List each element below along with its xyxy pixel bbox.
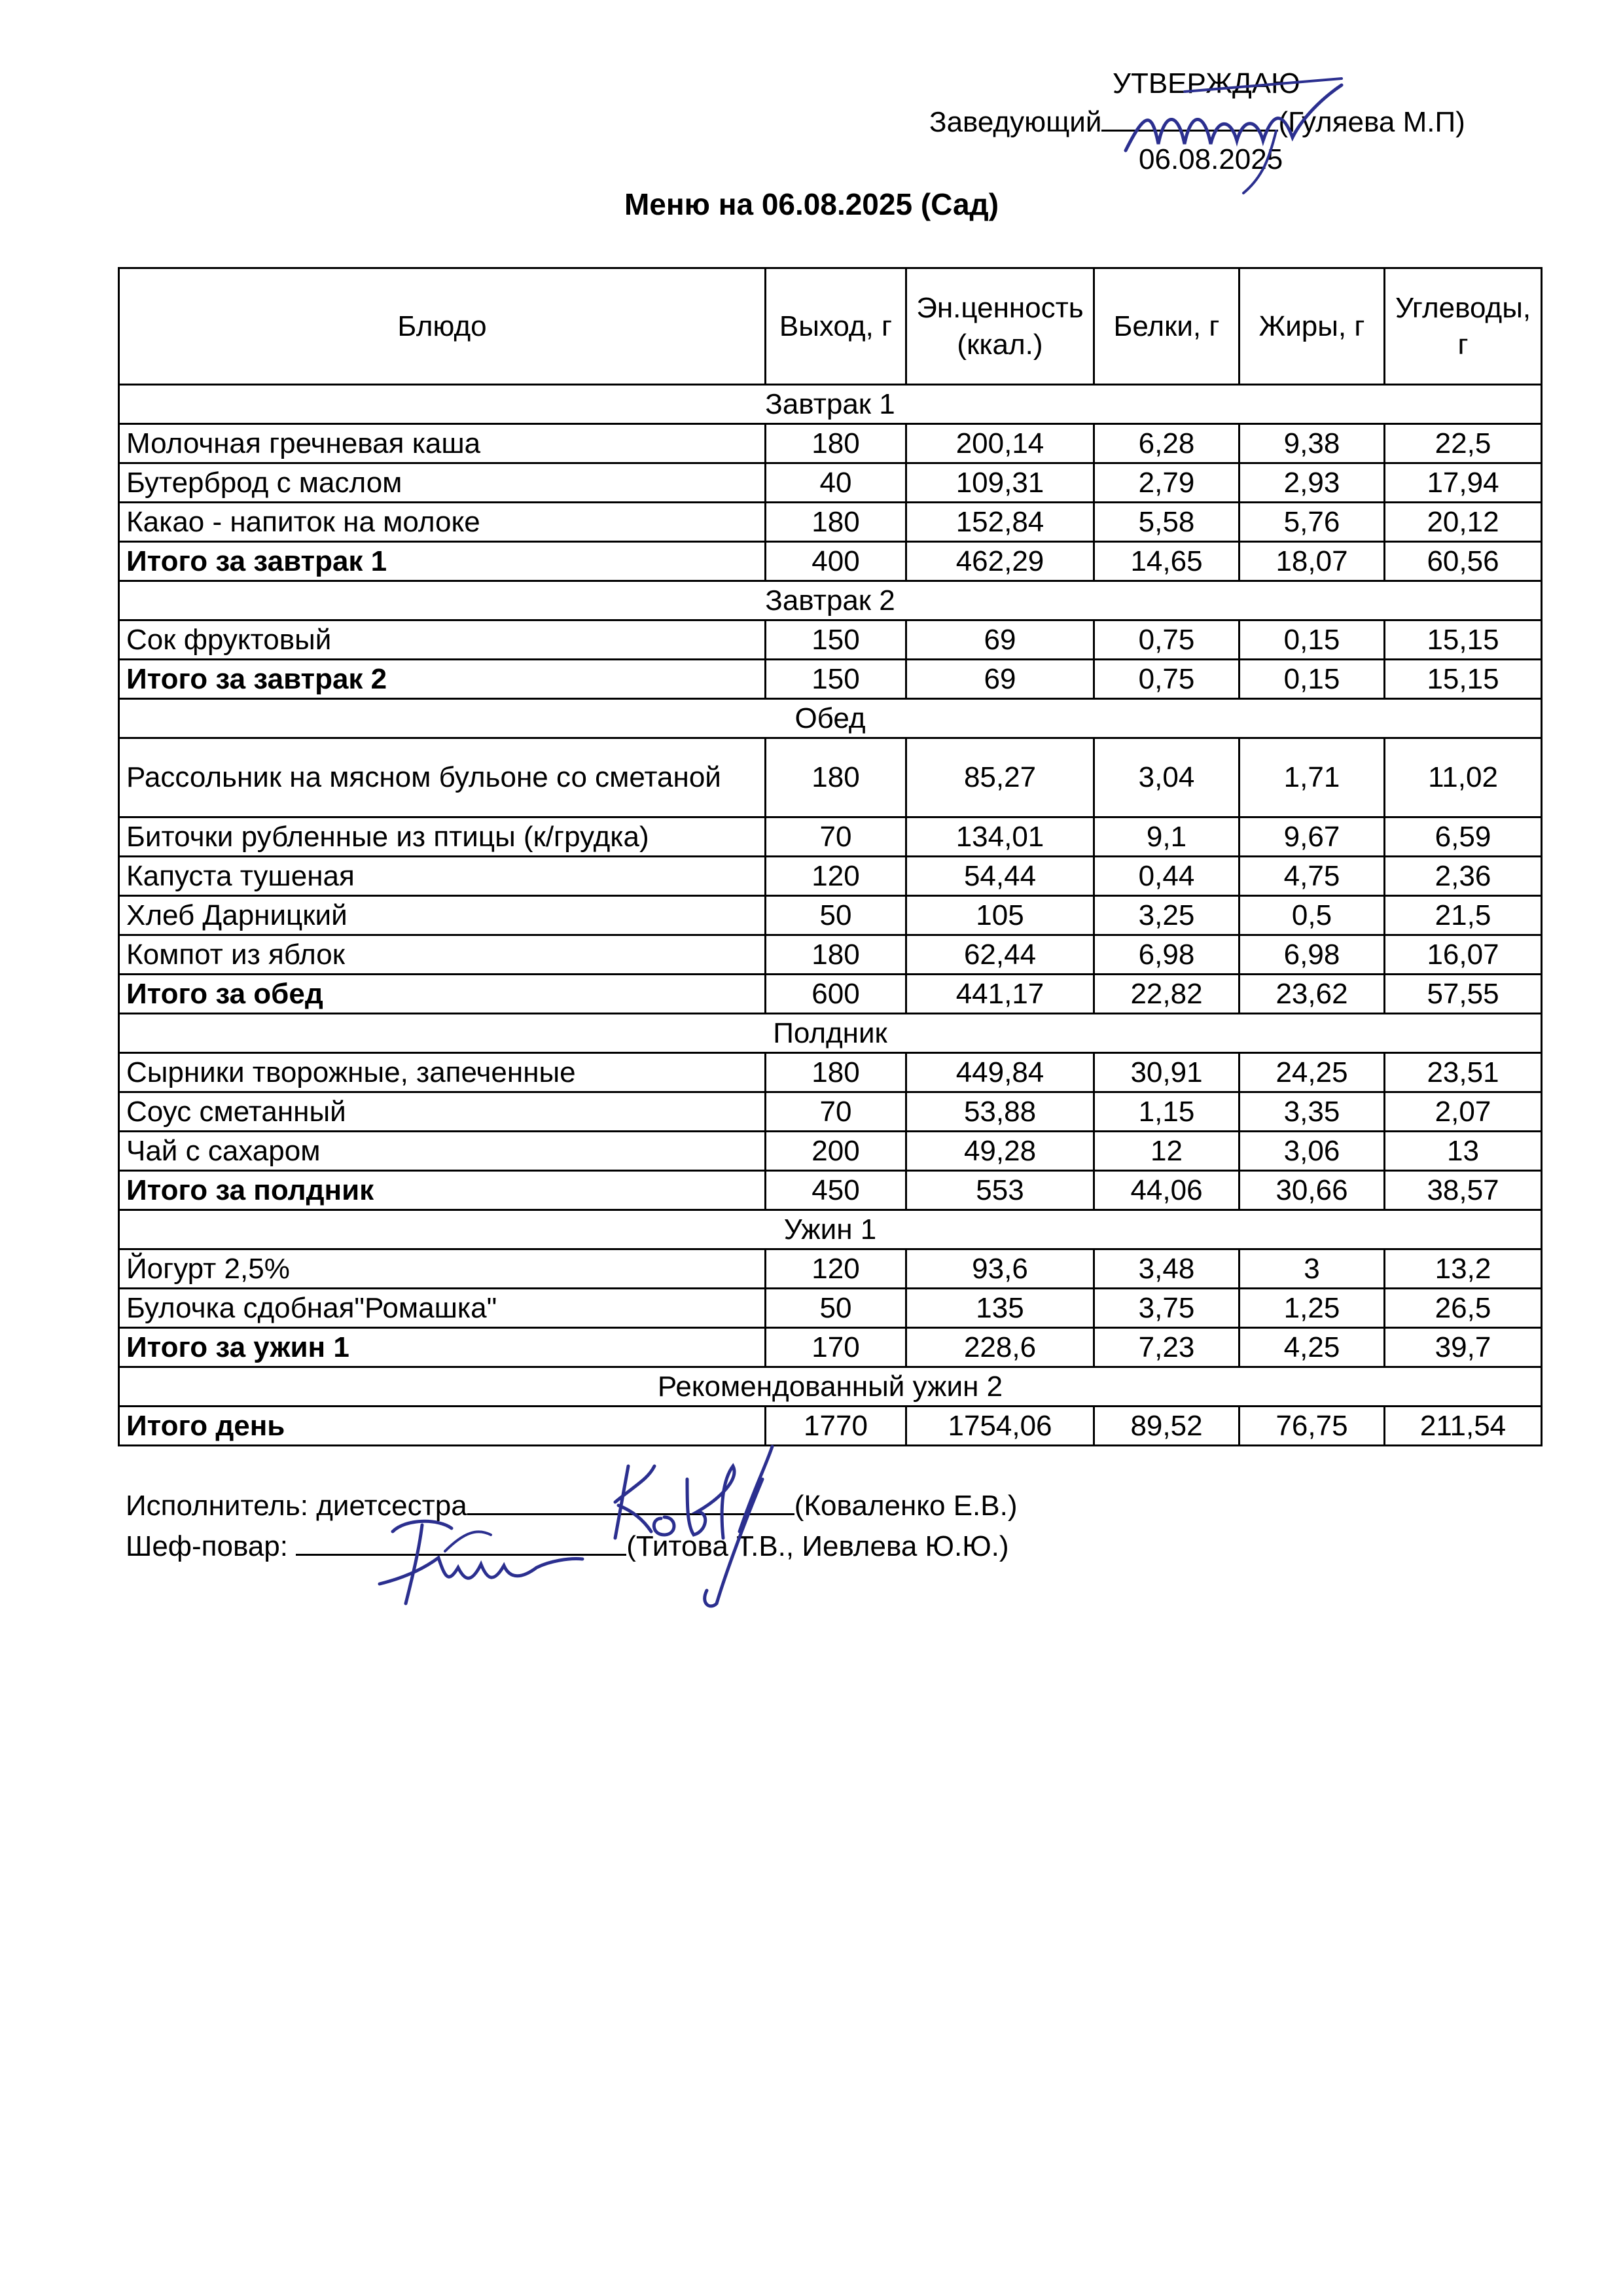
protein-cell: 3,75 <box>1094 1289 1240 1328</box>
output-cell: 600 <box>766 975 906 1014</box>
column-header-protein: Белки, г <box>1094 268 1240 385</box>
dish-name: Йогурт 2,5% <box>119 1249 766 1289</box>
carbs-cell: 15,15 <box>1385 620 1542 660</box>
output-cell: 150 <box>766 620 906 660</box>
total-label: Итого за полдник <box>119 1171 766 1210</box>
dietitian-line <box>126 1486 1018 1526</box>
energy-cell: 109,31 <box>906 463 1094 503</box>
protein-cell: 44,06 <box>1094 1171 1240 1210</box>
header-row <box>119 268 1542 385</box>
energy-cell: 49,28 <box>906 1132 1094 1171</box>
table-row <box>119 1053 1542 1092</box>
carbs-cell: 21,5 <box>1385 896 1542 935</box>
carbs-cell: 16,07 <box>1385 935 1542 975</box>
output-cell: 40 <box>766 463 906 503</box>
column-header-dish: Блюдо <box>119 268 766 385</box>
fat-cell: 3,06 <box>1240 1132 1385 1171</box>
carbs-cell: 57,55 <box>1385 975 1542 1014</box>
fat-cell: 4,75 <box>1240 857 1385 896</box>
protein-cell: 14,65 <box>1094 542 1240 581</box>
total-label: Итого за завтрак 1 <box>119 542 766 581</box>
section-title: Обед <box>119 699 1542 738</box>
dish-name: Сок фруктовый <box>119 620 766 660</box>
output-cell: 50 <box>766 1289 906 1328</box>
table-row <box>119 817 1542 857</box>
column-header-fat: Жиры, г <box>1240 268 1385 385</box>
section-row <box>119 581 1542 620</box>
fat-cell: 4,25 <box>1240 1328 1385 1367</box>
table-row <box>119 738 1542 817</box>
section-row <box>119 1014 1542 1053</box>
output-cell: 400 <box>766 542 906 581</box>
total-row <box>119 1171 1542 1210</box>
protein-cell: 0,75 <box>1094 620 1240 660</box>
energy-cell: 53,88 <box>906 1092 1094 1132</box>
fat-cell: 3 <box>1240 1249 1385 1289</box>
dish-name: Хлеб Дарницкий <box>119 896 766 935</box>
fat-cell: 0,15 <box>1240 660 1385 699</box>
fat-cell: 9,67 <box>1240 817 1385 857</box>
fat-cell: 2,93 <box>1240 463 1385 503</box>
section-title: Полдник <box>119 1014 1542 1053</box>
fat-cell: 6,98 <box>1240 935 1385 975</box>
column-header-carbs: Углеводы, г <box>1385 268 1542 385</box>
carbs-cell: 17,94 <box>1385 463 1542 503</box>
section-title: Завтрак 2 <box>119 581 1542 620</box>
energy-cell: 85,27 <box>906 738 1094 817</box>
dish-name: Бутерброд с маслом <box>119 463 766 503</box>
carbs-cell: 13 <box>1385 1132 1542 1171</box>
section-row <box>119 385 1542 424</box>
section-row <box>119 1367 1542 1407</box>
total-row <box>119 975 1542 1014</box>
protein-cell: 3,25 <box>1094 896 1240 935</box>
day-total-row <box>119 1407 1542 1446</box>
table-row <box>119 1249 1542 1289</box>
output-cell: 180 <box>766 1053 906 1092</box>
energy-cell: 462,29 <box>906 542 1094 581</box>
carbs-cell: 22,5 <box>1385 424 1542 463</box>
approval-name: (Гуляева М.П) <box>1278 106 1465 138</box>
output-cell: 1770 <box>766 1407 906 1446</box>
table-row <box>119 503 1542 542</box>
fat-cell: 30,66 <box>1240 1171 1385 1210</box>
energy-cell: 152,84 <box>906 503 1094 542</box>
protein-cell: 6,28 <box>1094 424 1240 463</box>
table-row <box>119 1092 1542 1132</box>
protein-cell: 3,04 <box>1094 738 1240 817</box>
section-row <box>119 1210 1542 1249</box>
table-row <box>119 857 1542 896</box>
output-cell: 170 <box>766 1328 906 1367</box>
energy-cell: 1754,06 <box>906 1407 1094 1446</box>
total-label: Итого за обед <box>119 975 766 1014</box>
dish-name: Соус сметанный <box>119 1092 766 1132</box>
menu-table <box>118 267 1543 1446</box>
approval-date: 06.08.2025 <box>1139 143 1283 175</box>
fat-cell: 5,76 <box>1240 503 1385 542</box>
dish-name: Чай с сахаром <box>119 1132 766 1171</box>
carbs-cell: 6,59 <box>1385 817 1542 857</box>
output-cell: 180 <box>766 738 906 817</box>
energy-cell: 135 <box>906 1289 1094 1328</box>
carbs-cell: 15,15 <box>1385 660 1542 699</box>
protein-cell: 6,98 <box>1094 935 1240 975</box>
total-row <box>119 1328 1542 1367</box>
protein-cell: 12 <box>1094 1132 1240 1171</box>
fat-cell: 0,15 <box>1240 620 1385 660</box>
table-row <box>119 620 1542 660</box>
dish-name: Рассольник на мясном бульоне со сметаной <box>119 738 766 817</box>
dish-name: Булочка сдобная"Ромашка" <box>119 1289 766 1328</box>
output-cell: 150 <box>766 660 906 699</box>
table-row <box>119 463 1542 503</box>
protein-cell: 3,48 <box>1094 1249 1240 1289</box>
protein-cell: 22,82 <box>1094 975 1240 1014</box>
fat-cell: 18,07 <box>1240 542 1385 581</box>
approval-line <box>929 103 1465 141</box>
protein-cell: 2,79 <box>1094 463 1240 503</box>
energy-cell: 69 <box>906 660 1094 699</box>
energy-cell: 228,6 <box>906 1328 1094 1367</box>
approval-heading: УТВЕРЖДАЮ <box>1113 67 1300 99</box>
chef-signature-blank <box>296 1526 626 1556</box>
section-title: Рекомендованный ужин 2 <box>119 1367 1542 1407</box>
protein-cell: 5,58 <box>1094 503 1240 542</box>
section-row <box>119 699 1542 738</box>
fat-cell: 3,35 <box>1240 1092 1385 1132</box>
dietitian-label: Исполнитель: диетсестра <box>126 1490 467 1522</box>
total-row <box>119 660 1542 699</box>
output-cell: 120 <box>766 1249 906 1289</box>
fat-cell: 76,75 <box>1240 1407 1385 1446</box>
energy-cell: 93,6 <box>906 1249 1094 1289</box>
protein-cell: 1,15 <box>1094 1092 1240 1132</box>
output-cell: 70 <box>766 817 906 857</box>
carbs-cell: 20,12 <box>1385 503 1542 542</box>
protein-cell: 9,1 <box>1094 817 1240 857</box>
protein-cell: 0,44 <box>1094 857 1240 896</box>
carbs-cell: 11,02 <box>1385 738 1542 817</box>
signature-block <box>126 1486 1018 1567</box>
energy-cell: 54,44 <box>906 857 1094 896</box>
total-row <box>119 542 1542 581</box>
energy-cell: 441,17 <box>906 975 1094 1014</box>
column-header-energy: Эн.ценность (ккал.) <box>906 268 1094 385</box>
total-label: Итого за завтрак 2 <box>119 660 766 699</box>
fat-cell: 9,38 <box>1240 424 1385 463</box>
chef-label: Шеф-повар: <box>126 1530 296 1562</box>
carbs-cell: 23,51 <box>1385 1053 1542 1092</box>
energy-cell: 134,01 <box>906 817 1094 857</box>
output-cell: 70 <box>766 1092 906 1132</box>
total-label: Итого день <box>119 1407 766 1446</box>
fat-cell: 1,25 <box>1240 1289 1385 1328</box>
carbs-cell: 2,07 <box>1385 1092 1542 1132</box>
dish-name: Компот из яблок <box>119 935 766 975</box>
fat-cell: 1,71 <box>1240 738 1385 817</box>
output-cell: 50 <box>766 896 906 935</box>
approval-signature-blank <box>1101 103 1278 132</box>
output-cell: 180 <box>766 935 906 975</box>
section-title: Ужин 1 <box>119 1210 1542 1249</box>
dietitian-name: (Коваленко Е.В.) <box>794 1490 1018 1522</box>
carbs-cell: 26,5 <box>1385 1289 1542 1328</box>
chef-line <box>126 1526 1018 1567</box>
output-cell: 450 <box>766 1171 906 1210</box>
protein-cell: 7,23 <box>1094 1328 1240 1367</box>
protein-cell: 89,52 <box>1094 1407 1240 1446</box>
table-row <box>119 1289 1542 1328</box>
carbs-cell: 13,2 <box>1385 1249 1542 1289</box>
energy-cell: 62,44 <box>906 935 1094 975</box>
output-cell: 180 <box>766 424 906 463</box>
carbs-cell: 60,56 <box>1385 542 1542 581</box>
approval-position: Заведующий <box>929 106 1102 138</box>
protein-cell: 30,91 <box>1094 1053 1240 1092</box>
column-header-output: Выход, г <box>766 268 906 385</box>
page-title: Меню на 06.08.2025 (Сад) <box>624 187 999 221</box>
table-row <box>119 896 1542 935</box>
fat-cell: 0,5 <box>1240 896 1385 935</box>
table-row <box>119 935 1542 975</box>
fat-cell: 23,62 <box>1240 975 1385 1014</box>
table-row <box>119 1132 1542 1171</box>
energy-cell: 553 <box>906 1171 1094 1210</box>
energy-cell: 200,14 <box>906 424 1094 463</box>
total-label: Итого за ужин 1 <box>119 1328 766 1367</box>
table-row <box>119 424 1542 463</box>
dish-name: Капуста тушеная <box>119 857 766 896</box>
energy-cell: 449,84 <box>906 1053 1094 1092</box>
protein-cell: 0,75 <box>1094 660 1240 699</box>
energy-cell: 69 <box>906 620 1094 660</box>
dish-name: Сырники творожные, запеченные <box>119 1053 766 1092</box>
output-cell: 200 <box>766 1132 906 1171</box>
fat-cell: 24,25 <box>1240 1053 1385 1092</box>
output-cell: 120 <box>766 857 906 896</box>
carbs-cell: 38,57 <box>1385 1171 1542 1210</box>
dish-name: Биточки рубленные из птицы (к/грудка) <box>119 817 766 857</box>
section-title: Завтрак 1 <box>119 385 1542 424</box>
carbs-cell: 39,7 <box>1385 1328 1542 1367</box>
carbs-cell: 211,54 <box>1385 1407 1542 1446</box>
dish-name: Какао - напиток на молоке <box>119 503 766 542</box>
output-cell: 180 <box>766 503 906 542</box>
chef-name: (Титова Т.В., Иевлева Ю.Ю.) <box>626 1530 1009 1562</box>
energy-cell: 105 <box>906 896 1094 935</box>
carbs-cell: 2,36 <box>1385 857 1542 896</box>
dietitian-signature-blank <box>467 1486 794 1515</box>
dish-name: Молочная гречневая каша <box>119 424 766 463</box>
